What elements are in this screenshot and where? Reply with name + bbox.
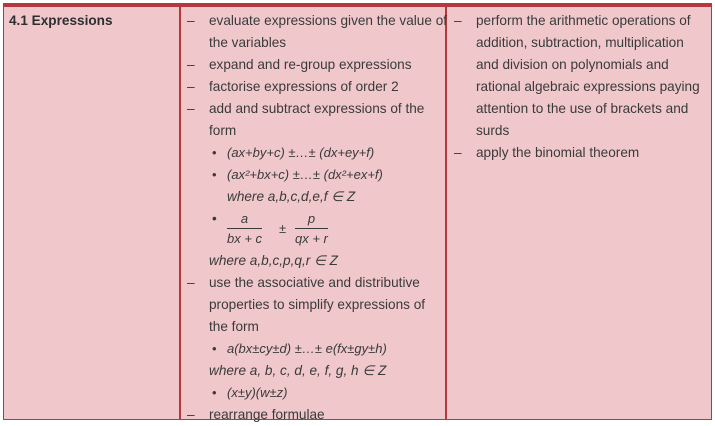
list-item-continuation: surds [476,123,510,138]
where-clause: where a,b,c,p,q,r ∈ Z [209,253,338,268]
bullet-fraction-expression [187,208,447,250]
fraction-1: • $\frac{a}{bx + c}$ [227,211,263,246]
learning-outcomes-column [187,10,447,426]
list-item-continuation: properties to simplify expressions of [209,297,426,312]
where-clause: where a,b,c,d,e,f ∈ Z [227,189,356,204]
list-item-continuation: the form [209,319,259,334]
where-clause: where a, b, c, d, e, f, g, h ∈ Z [209,363,387,378]
list-item: – use the associative and distributive [187,275,420,290]
list-item-continuation: attention to the use of brackets and [476,101,689,116]
skills-column [454,10,709,164]
list-item: – factorise expressions of order 2 [187,79,399,94]
bullet-expression: • (x±y)(w±z) [187,382,447,404]
list-item-continuation: the variables [209,35,287,50]
bullet-expression: • (ax+by+c) ±…± (dx+ey+f) [187,142,447,164]
bullet-expression: • a(bx±cy±d) ±…± e(fx±gy±h) [187,338,447,360]
list-item: – apply the binomial theorem [454,145,640,160]
list-item-continuation: addition, subtraction, multiplication [476,35,684,50]
list-item: – rearrange formulae [187,407,325,422]
list-item-continuation: form [209,123,237,138]
fraction-2: $\frac{p}{qx + r}$ [295,211,328,246]
list-item: – perform the arithmetic operations of [454,13,691,28]
topic-heading: 4.1 Expressions [9,13,113,28]
syllabus-table [3,3,712,420]
list-item: – expand and re-group expressions [187,57,412,72]
plus-minus-sign: ± [279,221,287,236]
column-divider-1 [179,4,181,419]
table-top-border [4,4,711,7]
list-item-continuation: and division on polynomials and [476,57,669,72]
bullet-expression: • (ax²+bx+c) ±…± (dx²+ex+f) [187,164,447,186]
list-item: – add and subtract expressions of the [187,101,425,116]
list-item: – evaluate expressions given the value of [187,13,448,28]
list-item-continuation: rational algebraic expressions paying [476,79,700,94]
